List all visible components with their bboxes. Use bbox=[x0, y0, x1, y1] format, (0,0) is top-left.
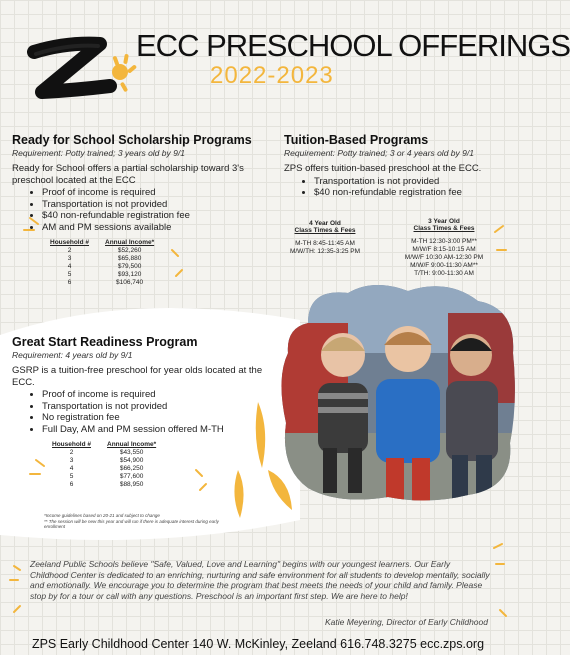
table-row bbox=[44, 457, 164, 465]
table-cell: 4 bbox=[69, 465, 74, 472]
closing-paragraph: Zeeland Public Schools believe "Safe, Valued, Love and Learning" begins with our youngest learners. Our Early Childhood Center is dedicated to an enriching, nurturing and safe environment for all students to develop mentally, socially and emotionally. We encourage you to determine the program that best meets the needs of your child and family. Please stop by for a tour or call with any questions. Preschool is an important first step. We are here to help! bbox=[30, 559, 490, 601]
time-slot: M/W/F 9:00-11:30 AM** bbox=[410, 262, 478, 269]
table-cell: $106,740 bbox=[116, 279, 144, 286]
list-item: • Proof of income is required bbox=[42, 389, 274, 401]
table-cell: 2 bbox=[67, 247, 72, 254]
tuition-requirement: Requirement: Potty trained; 3 or 4 years old by 9/1 bbox=[284, 148, 474, 158]
list-item: • Proof of income is required bbox=[42, 187, 267, 199]
table-cell: 3 bbox=[67, 255, 72, 262]
time-slot: M/W/F 10:30 AM-12:30 PM bbox=[404, 254, 484, 261]
three-year-schedule bbox=[398, 218, 490, 278]
list-item: • Transportation is not provided bbox=[42, 199, 267, 211]
scholarship-bullets bbox=[12, 187, 267, 233]
time-slot: M/W/F 8:15-10:15 AM bbox=[412, 246, 476, 253]
table-header: Annual Income* bbox=[105, 239, 155, 246]
scholarship-income-table bbox=[42, 239, 162, 287]
table-cell: 6 bbox=[67, 279, 72, 286]
time-slot: M-TH 12:30-3:00 PM** bbox=[411, 238, 477, 245]
gsrp-requirement: Requirement: 4 years old by 9/1 bbox=[12, 350, 133, 360]
table-header: Annual Income* bbox=[107, 441, 157, 448]
list-item: • $40 non-refundable registration fee bbox=[42, 210, 267, 222]
footer-contact: ZPS Early Childhood Center 140 W. McKinley, Zeeland 616.748.3275 ecc.zps.org bbox=[31, 637, 485, 651]
children-photo bbox=[278, 283, 516, 503]
scholarship-title: Ready for School Scholarship Programs bbox=[12, 133, 252, 147]
fine-print bbox=[44, 513, 224, 530]
scholarship-requirement: Requirement: Potty trained; 3 years old by 9/1 bbox=[12, 148, 185, 158]
list-item: • Transportation is not provided bbox=[42, 401, 274, 413]
schedule-age: 4 Year Old bbox=[309, 220, 341, 227]
schedule-times bbox=[284, 240, 366, 256]
table-row bbox=[44, 481, 164, 489]
schedule-times bbox=[398, 238, 490, 278]
tuition-bullets bbox=[284, 176, 509, 199]
school-year: 2022-2023 bbox=[210, 62, 334, 89]
table-cell: $93,120 bbox=[117, 271, 142, 278]
table-cell: 5 bbox=[67, 271, 72, 278]
table-row bbox=[44, 465, 164, 473]
list-item: • Full Day, AM and PM session offered M-TH bbox=[42, 424, 274, 436]
z-logo-icon bbox=[22, 22, 142, 117]
table-cell: $77,600 bbox=[119, 473, 144, 480]
gsrp-title: Great Start Readiness Program bbox=[12, 335, 198, 349]
table-header: Household # bbox=[50, 239, 90, 246]
table-cell: 2 bbox=[69, 449, 74, 456]
four-year-schedule bbox=[284, 220, 366, 256]
tuition-section bbox=[284, 133, 509, 199]
table-header: Household # bbox=[52, 441, 92, 448]
table-row bbox=[44, 449, 164, 457]
schedule-heading bbox=[284, 220, 366, 234]
schedule-subheading: Class Times & Fees bbox=[413, 225, 475, 232]
time-slot: T/TH: 9:00-11:30 AM bbox=[414, 270, 474, 277]
table-cell: $54,900 bbox=[119, 457, 144, 464]
gsrp-section bbox=[12, 335, 274, 489]
schedule-heading bbox=[398, 218, 490, 232]
fine-print-line: *Income guidelines based on 20-21 and subject to change bbox=[44, 513, 160, 518]
table-row bbox=[44, 473, 164, 481]
gsrp-income-table bbox=[44, 441, 164, 489]
table-row bbox=[42, 263, 162, 271]
table-row bbox=[42, 247, 162, 255]
table-row bbox=[42, 255, 162, 263]
table-cell: $88,950 bbox=[119, 481, 144, 488]
tuition-title: Tuition-Based Programs bbox=[284, 133, 429, 147]
table-cell: $66,250 bbox=[119, 465, 144, 472]
gsrp-bullets bbox=[12, 389, 274, 435]
list-item: • AM and PM sessions available bbox=[42, 222, 267, 234]
table-row bbox=[42, 271, 162, 279]
table-cell: 4 bbox=[67, 263, 72, 270]
table-row bbox=[42, 279, 162, 287]
time-slot: M-TH 8:45-11:45 AM bbox=[295, 240, 355, 247]
gsrp-description: GSRP is a tuition-free preschool for year olds located at the ECC. bbox=[12, 365, 263, 388]
time-slot: M/W/TH: 12:35-3:25 PM bbox=[289, 248, 361, 255]
list-item: • $40 non-refundable registration fee bbox=[314, 187, 509, 199]
fine-print-line: ** The session will be new this year and will run if there is adequate interest during early enrollment bbox=[44, 518, 219, 529]
scholarship-description: Ready for School offers a partial scholarship toward 3's preschool located at the ECC bbox=[12, 163, 244, 186]
scholarship-section bbox=[12, 133, 267, 287]
page-title: ECC PRESCHOOL OFFERINGS bbox=[136, 28, 570, 63]
schedule-age: 3 Year Old bbox=[428, 218, 460, 225]
signature: Katie Meyering, Director of Early Childhood bbox=[325, 617, 488, 627]
tuition-description: ZPS offers tuition-based preschool at the ECC. bbox=[284, 163, 482, 174]
list-item: • Transportation is not provided bbox=[314, 176, 509, 188]
table-cell: 6 bbox=[69, 481, 74, 488]
list-item: • No registration fee bbox=[42, 412, 274, 424]
table-cell: 3 bbox=[69, 457, 74, 464]
table-cell: 5 bbox=[69, 473, 74, 480]
table-cell: $79,500 bbox=[117, 263, 142, 270]
schedule-subheading: Class Times & Fees bbox=[294, 227, 356, 234]
table-cell: $43,550 bbox=[119, 449, 144, 456]
table-cell: $52,260 bbox=[117, 247, 142, 254]
table-cell: $65,880 bbox=[117, 255, 142, 262]
